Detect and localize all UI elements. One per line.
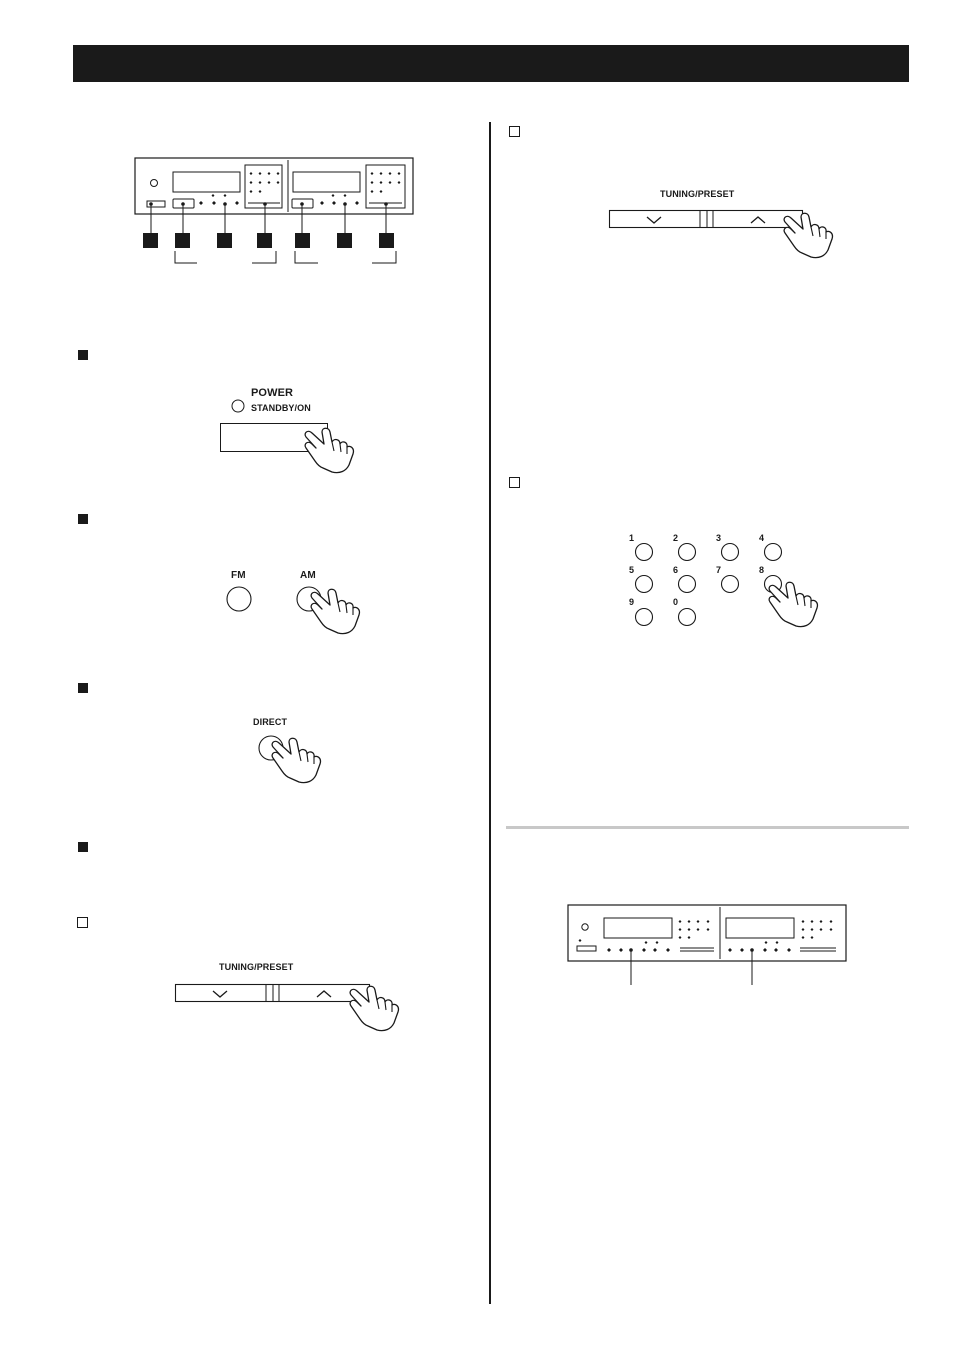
chevron-up-icon[interactable] <box>749 215 767 225</box>
key-1-button <box>636 544 653 561</box>
chevron-down-icon[interactable] <box>211 989 229 999</box>
pointing-hand-icon <box>345 975 407 1035</box>
key-label-2: 2 <box>673 533 679 543</box>
key-7-button <box>722 576 739 593</box>
pointing-hand-icon <box>779 202 841 262</box>
key-0-button <box>679 609 696 626</box>
step-bullet-open <box>509 477 520 488</box>
key-9-button <box>636 609 653 626</box>
chevron-up-icon[interactable] <box>315 989 333 999</box>
key-label-5: 5 <box>629 565 635 575</box>
key-3-button <box>722 544 739 561</box>
tuning-preset-label-2: TUNING/PRESET <box>660 189 735 199</box>
key-label-6: 6 <box>673 565 679 575</box>
key-label-7: 7 <box>716 565 722 575</box>
standby-indicator <box>231 399 245 413</box>
standby-on-label: STANDBY/ON <box>251 403 311 413</box>
section-rule <box>506 826 909 829</box>
pointing-hand-icon <box>300 417 362 477</box>
step-bullet <box>78 514 88 524</box>
step-bullet <box>78 842 88 852</box>
key-4-button <box>765 544 782 561</box>
step-bullet-open <box>77 917 88 928</box>
step-bullet <box>78 350 88 360</box>
key-label-1: 1 <box>629 533 635 543</box>
step-bullet-open <box>509 126 520 137</box>
chevron-down-icon[interactable] <box>645 215 663 225</box>
power-label: POWER <box>251 387 294 399</box>
tuning-preset-label: TUNING/PRESET <box>219 962 294 972</box>
key-label-0: 0 <box>673 597 679 607</box>
pointing-hand-icon <box>306 578 368 638</box>
key-label-3: 3 <box>716 533 722 543</box>
key-label-8: 8 <box>759 565 765 575</box>
key-5-button <box>636 576 653 593</box>
fm-label: FM <box>231 570 246 581</box>
pointing-hand-icon <box>764 571 826 631</box>
direct-label: DIRECT <box>253 717 288 727</box>
key-label-4: 4 <box>759 533 765 543</box>
key-2-button <box>679 544 696 561</box>
key-6-button <box>679 576 696 593</box>
keypad-buttons[interactable] <box>620 535 880 635</box>
pointing-hand-icon <box>267 727 329 787</box>
fm-button[interactable] <box>226 586 252 612</box>
step-bullet <box>78 683 88 693</box>
am-label: AM <box>300 570 316 581</box>
key-label-9: 9 <box>629 597 635 607</box>
